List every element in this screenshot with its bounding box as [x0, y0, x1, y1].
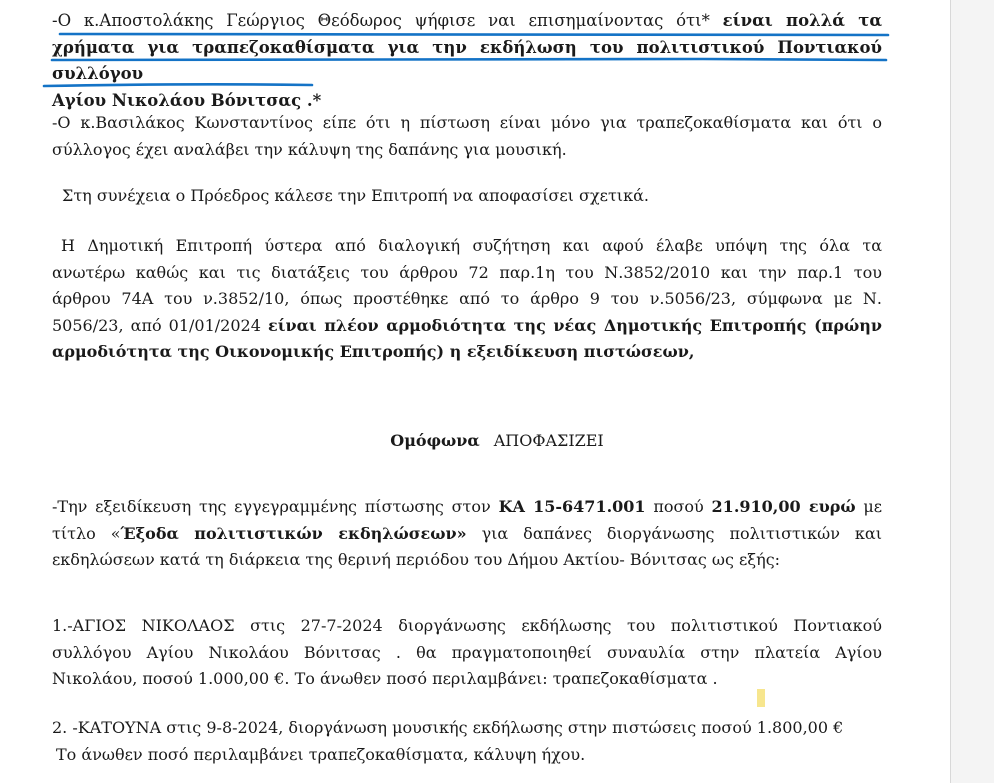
- paragraph-line: 1.-ΑΓΙΟΣ ΝΙΚΟΛΑΟΣ στις 27-7-2024 διοργάνωσης εκδήλωσης του πολιτιστικού Ποντιακού: [52, 616, 882, 635]
- paragraph-line: -Την εξειδίκευση της εγγεγραμμένης πίστωσης στον ΚΑ 15-6471.001 ποσού 21.910,00 ευρώ με: [52, 497, 883, 516]
- paragraph-specification: [52, 494, 882, 574]
- decision-heading: Ομόφωνα ΑΠΟΦΑΣΙΖΕΙ: [390, 431, 604, 450]
- paragraph-line: Νικολάου, ποσού 1.000,00 €. Το άνωθεν ποσό περιλαμβάνει: τραπεζοκαθίσματα .: [52, 669, 718, 688]
- list-item-agios-nikolaos: [52, 613, 882, 693]
- paragraph-line: -Ο κ.Βασιλάκος Κωνσταντίνος είπε ότι η πίστωση είναι μόνο για τραπεζοκαθίσματα και ότι ο: [52, 113, 882, 132]
- text-cursor-highlight: [757, 689, 765, 707]
- page-margin-shadow: [951, 0, 994, 783]
- paragraph-line: ανωτέρω καθώς και τις διατάξεις του άρθρου 72 παρ.1η του Ν.3852/2010 και την παρ.1 του: [52, 262, 882, 282]
- paragraph-line: 2. -ΚΑΤΟΥΝΑ στις 9-8-2024, διοργάνωση μουσικής εκδήλωσης στην πιστώσεις ποσού 1.800,00 €: [52, 718, 844, 737]
- paragraph-line: χρήματα για τραπεζοκαθίσματα για την εκδήλωση του πολιτιστικού Ποντιακού συλλόγου: [52, 37, 882, 83]
- paragraph-line: 5056/23, από 01/01/2024 είναι πλέον αρμοδιότητα της νέας Δημοτικής Επιτροπής (πρώην: [52, 315, 882, 335]
- paragraph-line: συλλόγου Αγίου Νικολάου Βόνιτσας . θα πραγματοποιηθεί συναυλία στην πλατεία Αγίου: [52, 642, 882, 662]
- paragraph-line: αρμοδιότητα της Οικονομικής Επιτροπής) η εξειδίκευση πιστώσεων,: [52, 342, 695, 361]
- paragraph-committee: [52, 233, 882, 366]
- paragraph-president: [62, 183, 892, 210]
- paragraph-line: Στη συνέχεια ο Πρόεδρος κάλεσε την Επιτροπή να αποφασίσει σχετικά.: [62, 186, 649, 205]
- paragraph-line: σύλλογος έχει αναλάβει την κάλυψη της δαπάνης για μουσική.: [52, 139, 567, 159]
- paragraph-apostolakis: [52, 8, 882, 114]
- paragraph-line: Η Δημοτική Επιτροπή ύστερα από διαλογική συζήτηση και αφού έλαβε υπόψη της όλα τα: [61, 236, 882, 255]
- paragraph-line: -Ο κ.Αποστολάκης Γεώργιος Θεόδωρος ψήφισε ναι επισημαίνοντας ότι* είναι πολλά τα: [52, 11, 883, 30]
- paragraph-line: εκδηλώσεων κατά τη διάρκεια της θερινή περιόδου του Δήμου Ακτίου- Βόνιτσας ως εξής:: [52, 550, 781, 569]
- paragraph-line: άρθρου 74Α του ν.3852/10, όπως προστέθηκε από το άρθρο 9 του ν.5056/23, σύμφωνα με Ν.: [52, 289, 882, 308]
- paragraph-line: Το άνωθεν ποσό περιλαμβάνει τραπεζοκαθίσματα, κάλυψη ήχου.: [56, 744, 586, 764]
- paragraph-line: Αγίου Νικολάου Βόνιτσας .*: [52, 90, 322, 110]
- paragraph-vasilakos: [52, 110, 882, 163]
- paragraph-line: τίτλο «Έξοδα πολιτιστικών εκδηλώσεων» για δαπάνες διοργάνωσης πολιτιστικών και: [52, 523, 883, 543]
- list-item-katouna: [52, 715, 882, 768]
- page-edge: [950, 0, 951, 783]
